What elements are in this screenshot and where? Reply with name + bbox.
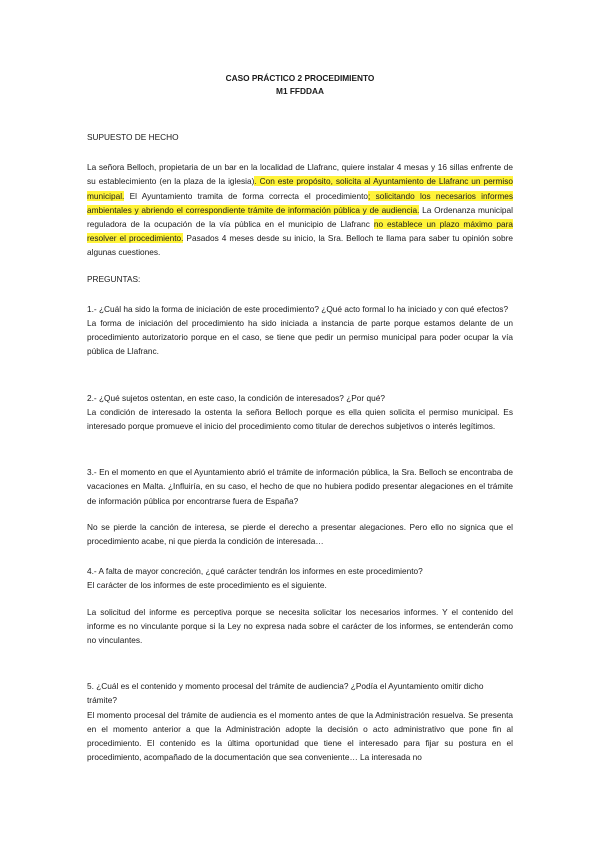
- question-5: 5. ¿Cuál es el contenido y momento procesal del trámite de audiencia? ¿Podía el Ayuntamiento omitir dicho trámite?: [87, 681, 484, 706]
- answer-2: La condición de interesado la ostenta la señora Belloch porque es ella quien solicita el permiso municipal. Es interesado porque promueve el inicio del procedimiento como titular de derechos subjetivos o interés legítimos.: [87, 406, 513, 432]
- question-2: 2.- ¿Qué sujetos ostentan, en este caso, la condición de interesados? ¿Por qué?: [87, 392, 385, 403]
- question-block-1: [87, 302, 513, 359]
- answer-1: La forma de iniciación del procedimiento ha sido iniciada a instancia de parte porque estamos delante de un procedimiento autorizatorio porque en el caso, se tiene que pedir un permiso municipal para poder ocupar la vía pública de Llafranc.: [87, 318, 513, 357]
- supuesto-text-2: El Ayuntamiento tramita de forma correcta el procedimiento: [124, 190, 369, 201]
- answer-3: No se pierde la canción de interesa, se pierde el derecho a presentar alegaciones. Pero ello no signica que el procedimiento acabe, ni que pierda la condición de interesada…: [87, 521, 513, 547]
- question-block-3: [87, 465, 513, 548]
- answer-4a: El carácter de los informes de este procedimiento es el siguiente.: [87, 580, 327, 591]
- section-heading-supuesto: SUPUESTO DE HECHO: [87, 132, 179, 142]
- supuesto-paragraph: [87, 160, 513, 259]
- document-title: [87, 72, 513, 98]
- supuesto-text-1: La señora Belloch, propietaria de un bar en la localidad de Llafranc, quiere instalar 4 mesas y 16 sillas enfrente de su establecimiento (en la plaza de la iglesia): [87, 162, 513, 187]
- question-4: 4.- A falta de mayor concreción, ¿qué carácter tendrán los informes en este procedimiento?: [87, 566, 423, 577]
- title-line-1: CASO PRÁCTICO 2 PROCEDIMIENTO: [225, 73, 375, 83]
- title-line-2: M1 FFDDAA: [276, 86, 324, 96]
- question-block-5: [87, 679, 513, 764]
- section-heading-preguntas: PREGUNTAS:: [87, 273, 141, 284]
- question-1: 1.- ¿Cuál ha sido la forma de iniciación de este procedimiento? ¿Qué acto formal lo ha iniciado y con qué efectos?: [87, 303, 509, 314]
- question-block-2: [87, 391, 513, 434]
- supuesto-highlight-2: ; solicitando los necesarios informes ambientales y abriendo el correspondiente trámite de información pública y de audiencia.: [87, 190, 513, 215]
- supuesto-text-4: Pasados 4 meses desde su inicio, la Sra. Belloch te llama para saber tu opinión sobre algunas cuestiones.: [87, 233, 513, 258]
- supuesto-highlight-1: . Con este propósito, solicita al Ayuntamiento de Llafranc un permiso municipal.: [87, 176, 513, 201]
- question-3: 3.- En el momento en que el Ayuntamiento abrió el trámite de información pública, la Sra. Belloch se encontraba de vacaciones en Malta. ¿Influiría, en su caso, el hecho de que no hubiera podido presentar alegaciones en el trámite de información pública por encontrarse fuera de España?: [87, 467, 513, 506]
- question-block-4: [87, 564, 513, 647]
- answer-5: El momento procesal del trámite de audiencia es el momento antes de que la Administración resuelva. Se presenta en el momento anterior a que la Administración adopte la decisión o acto administrativo que pone fin al procedimiento. El contenido es la última oportunidad que tiene el interesado para fijar su postura en el procedimiento, acompañado de la documentación que sea conveniente… La interesada no: [87, 709, 513, 763]
- supuesto-text-3: La Ordenanza municipal reguladora de la ocupación de la vía pública en el municipio de Llafranc: [87, 204, 513, 230]
- answer-4b: La solicitud del informe es perceptiva porque se necesita solicitar los necesarios informes. Y el contenido del informe es no vinculante porque si la Ley no expresa nada sobre el carácter de los informes, se entenderán como no vinculantes.: [87, 606, 513, 646]
- supuesto-highlight-3: no establece un plazo máximo para resolver el procedimiento.: [87, 219, 513, 244]
